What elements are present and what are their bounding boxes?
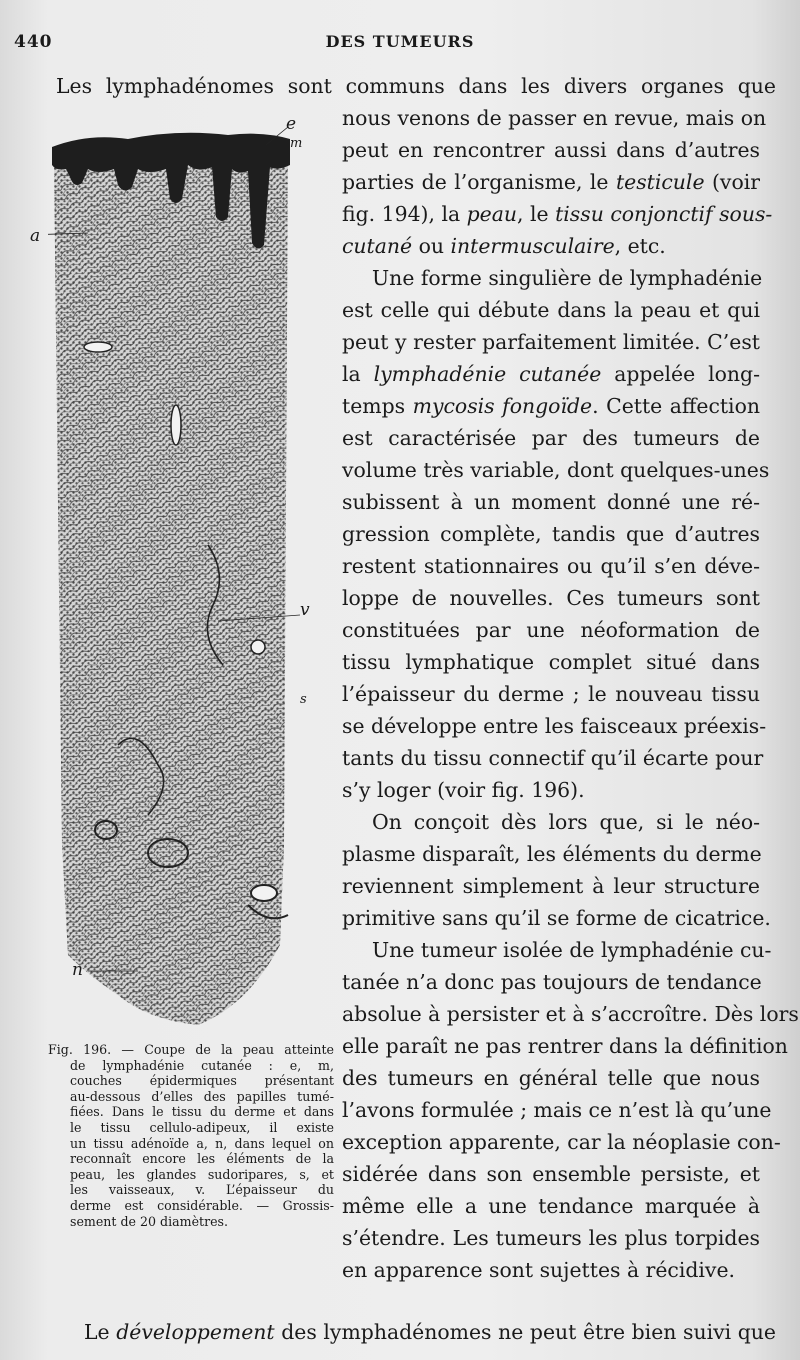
caption-line: reconnaît encore les éléments de la [70, 1151, 334, 1167]
caption-line: fiées. Dans le tissu du derme et dans [70, 1104, 334, 1120]
caption-line: un tissu adénoïde a, n, dans lequel on [70, 1135, 334, 1151]
text-line: Le développement des lymphadénomes ne peut être bien suivi que [84, 1320, 776, 1344]
figure-label-v: v [300, 600, 310, 620]
caption-line: couches épidermiques présentant [70, 1073, 334, 1089]
text-line: Une tumeur isolée de lymphadénie cu- [372, 938, 772, 962]
running-head: DES TUMEURS [325, 32, 475, 51]
text-line: subissent à un moment donné une ré- [342, 490, 760, 514]
text-line: Les lymphadénomes sont communs dans les divers organes que [56, 74, 776, 98]
text-line: des tumeurs en général telle que nous [342, 1066, 760, 1090]
text-line: même elle a une tendance marquée à [342, 1194, 760, 1218]
text-line: peut en rencontrer aussi dans d’autres [342, 138, 760, 162]
page-number: 440 [14, 32, 53, 52]
caption-line: sement de 20 diamètres. [70, 1213, 229, 1229]
sweat-gland [251, 885, 277, 901]
text-line: est celle qui débute dans la peau et qui [342, 298, 760, 322]
text-line: fig. 194), la peau, le tissu conjonctif sous- [342, 202, 773, 226]
caption-line: Fig. 196. — Coupe de la peau atteinte [48, 1042, 334, 1057]
text-line: nous venons de passer en revue, mais on [342, 106, 767, 130]
caption-line: derme est considérable. — Grossis- [70, 1197, 334, 1213]
figure-label-n: n [72, 960, 83, 980]
figure-label-a: a [30, 226, 41, 246]
text-line: reviennent simplement à leur structure [342, 874, 760, 898]
text-line: la lymphadénie cutanée appelée long- [342, 362, 760, 386]
vessel [84, 342, 112, 352]
text-line: loppe de nouvelles. Ces tumeurs sont [342, 586, 760, 610]
text-line: parties de l’organisme, le testicule (voir [342, 170, 760, 194]
sweat-gland [251, 640, 265, 654]
text-line: exception apparente, car la néoplasie con- [342, 1130, 781, 1154]
text-line: tanée n’a donc pas toujours de tendance [342, 970, 762, 994]
caption-line: les vaisseaux, v. L’épaisseur du [70, 1182, 334, 1198]
text-line: On conçoit dès lors que, si le néo- [372, 810, 760, 834]
figure-label-m: m [290, 136, 303, 151]
text-line: constituées par une néoformation de [342, 618, 760, 642]
caption-line: peau, les glandes sudoripares, s, et [70, 1166, 334, 1182]
text-line: s’y loger (voir fig. 196). [342, 778, 585, 802]
caption-line: au-dessous d’elles des papilles tumé- [70, 1088, 334, 1104]
text-line: plasme disparaît, les éléments du derme [342, 842, 762, 866]
text-line: s’étendre. Les tumeurs les plus torpides [342, 1226, 760, 1250]
text-line: volume très variable, dont quelques-unes [342, 458, 770, 482]
text-line: tants du tissu connectif qu’il écarte pour [342, 746, 764, 770]
figure-label-s: s [300, 692, 307, 707]
text-line: l’avons formulée ; mais ce n’est là qu’une [342, 1098, 772, 1122]
text-line: temps mycosis fongoïde. Cette affection [342, 394, 760, 418]
text-line: sidérée dans son ensemble persiste, et [342, 1162, 760, 1186]
text-line: gression complète, tandis que d’autres [342, 522, 760, 546]
text-line: cutané ou intermusculaire, etc. [342, 234, 666, 258]
text-line: tissu lymphatique complet situé dans [342, 650, 760, 674]
text-line: primitive sans qu’il se forme de cicatrice. [342, 906, 771, 930]
figure-label-e: e [286, 114, 297, 134]
text-line: en apparence sont sujettes à récidive. [342, 1258, 735, 1282]
vessel [171, 405, 181, 445]
caption-line: le tissu cellulo-adipeux, il existe [70, 1119, 334, 1135]
text-line: se développe entre les faisceaux préexis- [342, 714, 767, 738]
figure-caption [48, 1042, 334, 1229]
skin-section-illustration [48, 125, 310, 1035]
caption-line: de lymphadénie cutanée : e, m, [70, 1057, 334, 1073]
text-line: restent stationnaires ou qu’il s’en déve- [342, 554, 760, 578]
text-line: peut y rester parfaitement limitée. C’est [342, 330, 760, 354]
text-line: elle paraît ne pas rentrer dans la définition [342, 1034, 788, 1058]
text-line: Une forme singulière de lymphadénie [372, 266, 763, 290]
text-line: est caractérisée par des tumeurs de [342, 426, 760, 450]
text-line: l’épaisseur du derme ; le nouveau tissu [342, 682, 760, 706]
histology-figure [48, 125, 310, 1035]
text-line: absolue à persister et à s’accroître. Dès lors [342, 1002, 799, 1026]
